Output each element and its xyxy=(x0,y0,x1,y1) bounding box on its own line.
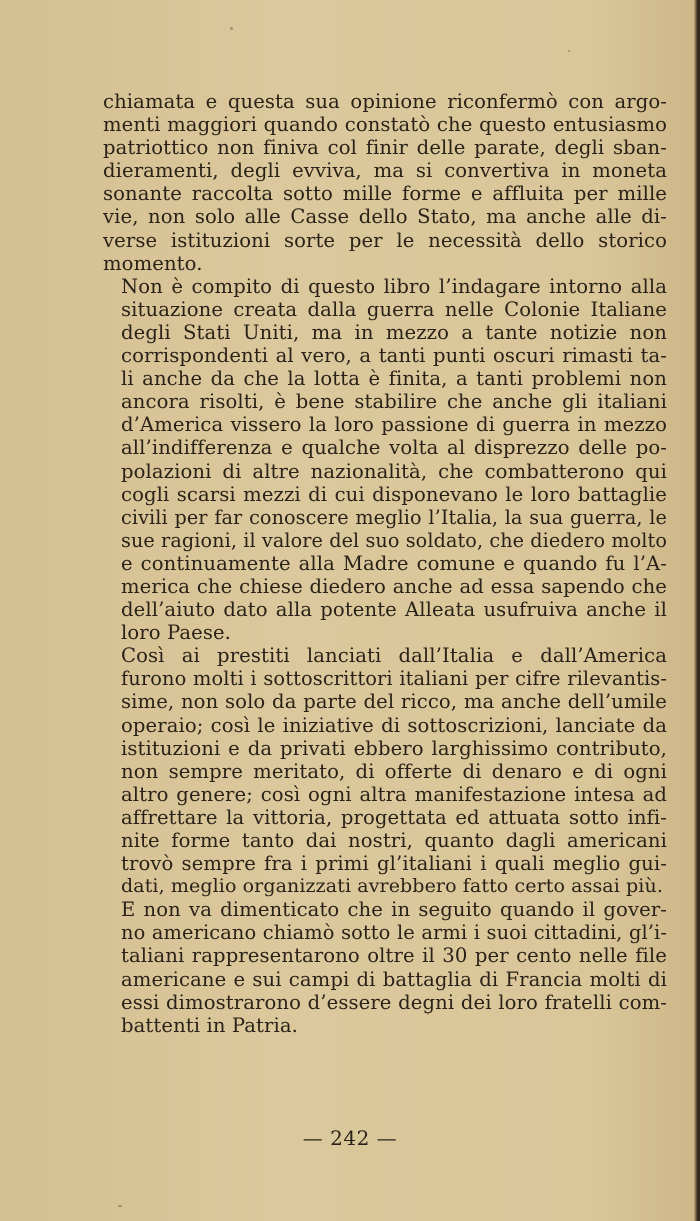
text-line: momento. xyxy=(103,251,203,275)
text-line: trovò sempre fra i primi gl’italiani i quali meglio gui- xyxy=(121,852,667,876)
text-line: loro Paese. xyxy=(121,621,232,645)
text-line: menti maggiori quando constatò che questo entusiasmo xyxy=(103,113,667,137)
text-line: sime, non solo da parte del ricco, ma anche dell’umile xyxy=(121,690,667,714)
text-line: patriottico non finiva col finir delle parate, degli sban- xyxy=(103,136,667,160)
text-line: sonante raccolta sotto mille forme e affluita per mille xyxy=(103,182,667,206)
paper-speck xyxy=(230,27,233,30)
text-line: civili per far conoscere meglio l’Italia, la sua guerra, le xyxy=(121,505,667,529)
text-line: furono molti i sottoscrittori italiani per cifre rilevantis- xyxy=(121,667,667,691)
text-line: cogli scarsi mezzi di cui disponevano le loro battaglie xyxy=(121,482,667,506)
paragraph xyxy=(103,898,667,1037)
text-line: nite forme tanto dai nostri, quanto dagli americani xyxy=(121,829,667,852)
text-line: li anche da che la lotta è finita, a tanti problemi non xyxy=(121,367,667,391)
text-line: essi dimostrarono d’essere degni dei loro fratelli com- xyxy=(121,990,667,1014)
text-line: Così ai prestiti lanciati dall’Italia e dall’America xyxy=(121,644,667,668)
text-line: ancora risolti, è bene stabilire che anche gli italiani xyxy=(121,390,667,414)
paragraph xyxy=(103,644,667,898)
text-line: istituzioni e da privati ebbero larghissimo contributo, xyxy=(121,736,667,760)
text-line: operaio; così le iniziative di sottoscrizioni, lanciate da xyxy=(121,713,667,737)
text-line: Non è compito di questo libro l’indagare intorno alla xyxy=(121,274,667,298)
paragraph xyxy=(103,90,667,275)
text-line: altro genere; così ogni altra manifestazione intesa ad xyxy=(121,782,667,806)
text-line: all’indifferenza e qualche volta al disprezzo delle po- xyxy=(121,436,667,460)
text-line: chiamata e questa sua opinione riconfermò con argo- xyxy=(103,90,667,113)
text-line: E non va dimenticato che in seguito quando il gover- xyxy=(121,898,667,922)
text-line: merica che chiese diedero anche ad essa sapendo che xyxy=(121,574,667,598)
text-line: vie, non solo alle Casse dello Stato, ma anche alle di- xyxy=(103,205,667,229)
text-line: verse istituzioni sorte per le necessità dello storico xyxy=(103,228,667,252)
page-number: — 242 — xyxy=(302,1126,398,1150)
text-line: dieramenti, degli evviva, ma si convertiva in moneta xyxy=(103,159,667,183)
paragraph xyxy=(103,275,667,645)
text-line: no americano chiamò sotto le armi i suoi cittadini, gl’i- xyxy=(121,921,667,945)
text-line: e continuamente alla Madre comune e quando fu l’A- xyxy=(121,551,667,575)
text-line: affrettare la vittoria, progettata ed attuata sotto infi- xyxy=(121,805,667,829)
text-line: polazioni di altre nazionalità, che combatterono qui xyxy=(121,459,667,483)
text-line: taliani rappresentarono oltre il 30 per cento nelle file xyxy=(121,944,667,968)
text-line: situazione creata dalla guerra nelle Colonie Italiane xyxy=(121,297,667,321)
text-line: americane e sui campi di battaglia di Francia molti di xyxy=(121,967,667,991)
text-line: d’America vissero la loro passione di guerra in mezzo xyxy=(121,413,667,437)
page-edge xyxy=(694,0,700,1221)
text-line: dati, meglio organizzati avrebbero fatto certo assai più. xyxy=(121,875,663,898)
text-line: non sempre meritato, di offerte di denaro e di ogni xyxy=(121,759,667,783)
text-line: sue ragioni, il valore del suo soldato, che diedero molto xyxy=(121,528,667,552)
paper-speck xyxy=(568,50,570,52)
text-line: battenti in Patria. xyxy=(121,1013,298,1037)
text-line: corrispondenti al vero, a tanti punti oscuri rimasti ta- xyxy=(121,344,667,368)
text-line: dell’aiuto dato alla potente Alleata usufruiva anche il xyxy=(121,598,667,622)
paper-speck xyxy=(118,1205,122,1207)
text-line: degli Stati Uniti, ma in mezzo a tante notizie non xyxy=(121,320,667,344)
body-text xyxy=(103,90,667,1037)
